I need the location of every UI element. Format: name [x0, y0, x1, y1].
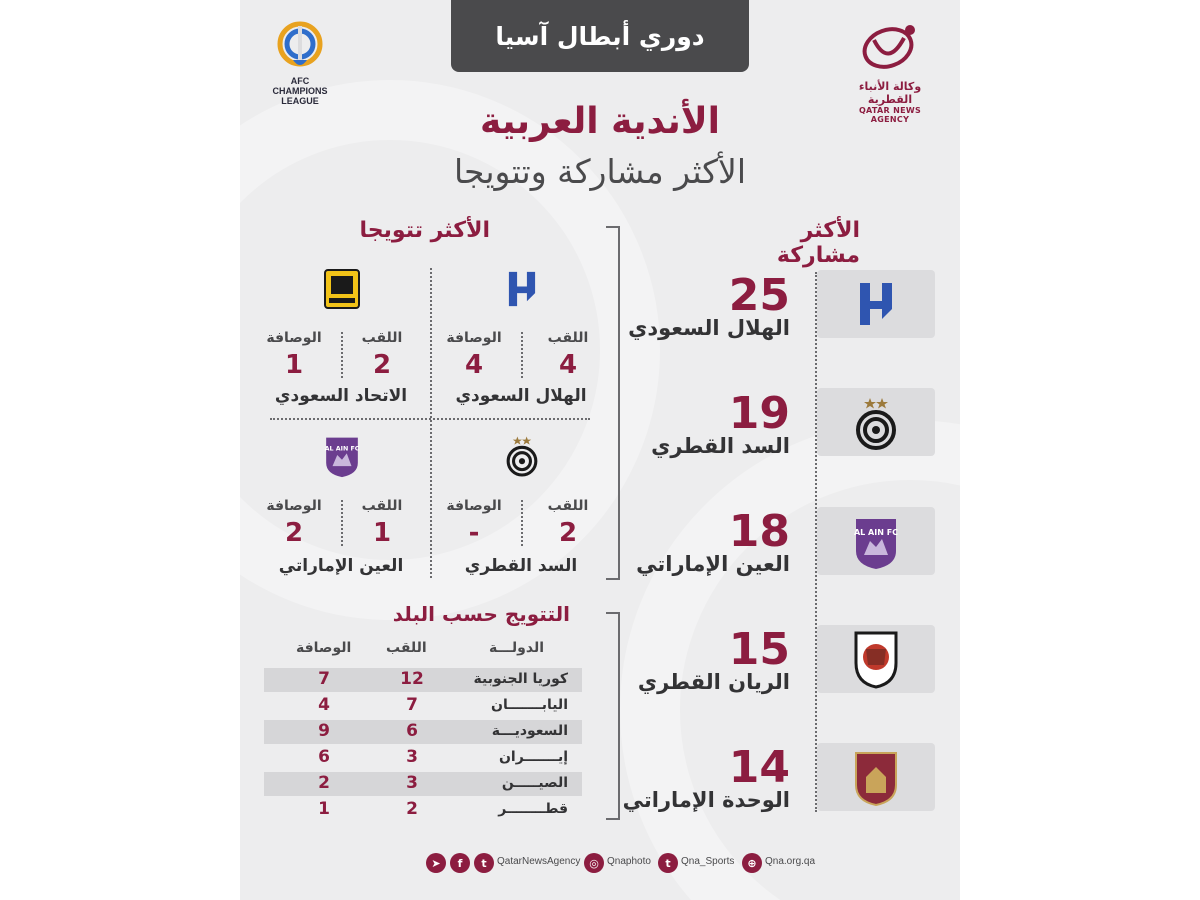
table-cell-country: كوريا الجنوبية — [473, 671, 568, 687]
divider — [270, 418, 590, 420]
league-banner — [451, 0, 749, 72]
appearances-section-title: الأكثر مشاركة — [776, 218, 860, 268]
title-label: اللقب — [361, 498, 403, 514]
twitter-icon[interactable]: t — [474, 853, 494, 873]
divider — [341, 500, 343, 546]
afc-text: AFC — [290, 76, 310, 86]
table-cell-runnerup: 1 — [318, 799, 330, 819]
title-label: اللقب — [547, 498, 589, 514]
table-row — [264, 720, 582, 744]
appearance-count: 25 — [728, 270, 790, 321]
titles-club-name: الهلال السعودي — [455, 386, 587, 406]
titles-count: 4 — [558, 350, 578, 380]
appearance-count: 14 — [728, 742, 790, 793]
titles-section-title: الأكثر تتويجا — [359, 218, 490, 243]
club-logo — [322, 264, 362, 314]
table-cell-runnerup: 9 — [318, 721, 330, 741]
table-cell-country: اليابـــــــان — [491, 697, 568, 713]
divider — [606, 818, 620, 820]
qna-emblem-icon — [858, 18, 922, 74]
appearance-club-name: العين الإماراتي — [636, 552, 790, 576]
table-cell-titles: 2 — [406, 799, 418, 819]
al-ain-logo-icon — [323, 431, 361, 479]
club-logo — [502, 430, 542, 480]
sub-title: الأكثر مشاركة وتتويجا — [453, 152, 747, 191]
titles-club-name: السد القطري — [464, 556, 578, 576]
table-cell-country: إيـــــــران — [498, 749, 568, 765]
table-cell-titles: 3 — [406, 773, 418, 793]
appearance-club-name: الهلال السعودي — [628, 316, 790, 340]
al-ain-logo-icon — [852, 511, 900, 571]
table-cell-runnerup: 2 — [318, 773, 330, 793]
runnerup-count: 1 — [284, 350, 304, 380]
social-footer — [240, 850, 960, 878]
table-cell-runnerup: 6 — [318, 747, 330, 767]
appearance-club-name: الوحدة الإماراتي — [622, 788, 790, 812]
appearance-count: 15 — [728, 624, 790, 675]
club-logo-box — [817, 625, 935, 693]
club-logo — [502, 264, 542, 314]
table-row — [264, 668, 582, 692]
al-wahda-logo-icon — [852, 747, 900, 807]
afc-text: LEAGUE — [281, 96, 319, 106]
appearance-count: 18 — [728, 506, 790, 557]
table-cell-country: السعوديـــة — [491, 723, 568, 739]
title-label: اللقب — [361, 330, 403, 346]
table-row — [264, 746, 582, 770]
qna-name-english: QATAR NEWS AGENCY — [858, 106, 922, 124]
table-cell-runnerup: 7 — [318, 669, 330, 689]
instagram-icon[interactable]: ◎ — [584, 853, 604, 873]
runnerup-label: الوصافة — [446, 330, 502, 346]
club-logo — [322, 430, 362, 480]
table-row — [264, 798, 582, 822]
table-header-titles: اللقب — [386, 640, 427, 656]
infographic-poster — [240, 0, 960, 900]
globe-icon[interactable]: ⊕ — [742, 853, 762, 873]
al-hilal-logo-icon — [854, 279, 898, 329]
al-sadd-logo-icon — [502, 431, 542, 479]
divider — [606, 612, 620, 614]
al-hilal-logo-icon — [504, 267, 540, 311]
club-logo-box — [817, 388, 935, 456]
telegram-icon[interactable]: ➤ — [426, 853, 446, 873]
table-row — [264, 694, 582, 718]
table-cell-country: قطــــــــر — [498, 801, 568, 817]
titles-club-name: العين الإماراتي — [278, 556, 404, 576]
appearance-club-name: السد القطري — [651, 434, 790, 458]
afc-emblem-icon — [275, 20, 325, 72]
al-sadd-logo-icon — [850, 394, 902, 450]
table-cell-titles: 12 — [400, 669, 424, 689]
appearance-club-name: الريان القطري — [637, 670, 790, 694]
facebook-icon[interactable]: f — [450, 853, 470, 873]
titles-club-name: الاتحاد السعودي — [274, 386, 408, 406]
table-row — [264, 772, 582, 796]
runnerup-count: 2 — [284, 518, 304, 548]
table-cell-titles: 6 — [406, 721, 418, 741]
qnaphoto-handle[interactable]: Qnaphoto — [607, 856, 651, 867]
titles-count: 2 — [558, 518, 578, 548]
runnerup-label: الوصافة — [266, 330, 322, 346]
divider — [606, 226, 620, 228]
divider — [618, 226, 620, 580]
club-logo-box — [817, 743, 935, 811]
titles-count: 2 — [372, 350, 392, 380]
club-logo-box — [817, 507, 935, 575]
divider — [341, 332, 343, 378]
table-cell-country: الصيـــــن — [501, 775, 568, 791]
qnasports-handle[interactable]: Qna_Sports — [681, 856, 735, 867]
divider — [521, 332, 523, 378]
table-cell-titles: 3 — [406, 747, 418, 767]
table-header-country: الدولـــة — [489, 640, 544, 656]
divider — [430, 268, 432, 578]
runnerup-count: 4 — [464, 350, 484, 380]
svg-text:AL AIN FC: AL AIN FC — [853, 528, 899, 537]
league-title: دوري أبطال آسيا — [495, 21, 705, 51]
runnerup-label: الوصافة — [266, 498, 322, 514]
website-link[interactable]: Qna.org.qa — [765, 856, 816, 867]
table-header-runnerup: الوصافة — [296, 640, 352, 656]
al-ittihad-logo-icon — [323, 266, 361, 312]
table-cell-titles: 7 — [406, 695, 418, 715]
divider — [606, 578, 620, 580]
qatarnewsagency-handle[interactable]: QatarNewsAgency — [497, 856, 581, 867]
divider — [521, 500, 523, 546]
runnerup-label: الوصافة — [446, 498, 502, 514]
qna-name-arabic: وكالة الأنباء القطرية — [858, 80, 922, 106]
al-rayyan-logo-icon — [850, 629, 902, 689]
runnerup-count: - — [468, 518, 480, 548]
table-cell-runnerup: 4 — [318, 695, 330, 715]
qna-logo — [840, 18, 940, 124]
club-logo-box — [817, 270, 935, 338]
country-table-title: التتويج حسب البلد — [392, 602, 570, 626]
twitter-icon[interactable]: t — [658, 853, 678, 873]
title-label: اللقب — [547, 330, 589, 346]
appearance-count: 19 — [728, 388, 790, 439]
afc-text: CHAMPIONS — [272, 86, 328, 96]
svg-text:AL AIN FC: AL AIN FC — [324, 445, 360, 453]
titles-count: 1 — [372, 518, 392, 548]
main-title: الأندية العربية — [480, 101, 720, 142]
afc-champions-league-logo — [260, 20, 340, 106]
